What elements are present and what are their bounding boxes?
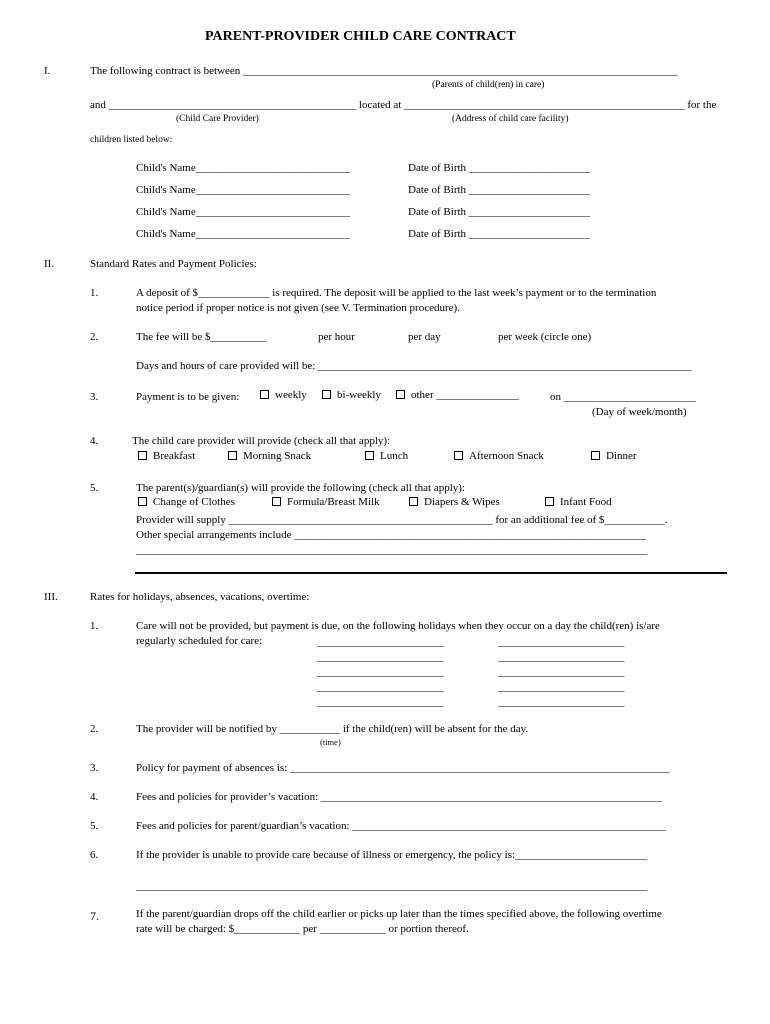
date-of-birth-field[interactable]: Date of Birth ______________________ [408, 184, 590, 196]
section-number: II. [44, 258, 55, 270]
holiday-field[interactable]: _______________________ [498, 696, 625, 708]
item-number: 2. [90, 331, 99, 343]
section-number: I. [44, 65, 51, 77]
days-hours-field[interactable]: Days and hours of care provided will be: ____________________________________________________________________ [136, 360, 693, 372]
emergency-policy-blank[interactable]: _____________________________________________________________________________________________ [136, 880, 648, 892]
holiday-field[interactable]: _______________________ [317, 681, 444, 693]
checkbox-icon[interactable] [365, 451, 374, 460]
parent-provides-label: The parent(s)/guardian(s) will provide the following (check all that apply): [136, 482, 465, 494]
holidays-text-continued: regularly scheduled for care: [136, 635, 263, 647]
provider-caption: (Child Care Provider) [176, 114, 259, 124]
holiday-field[interactable]: _______________________ [498, 636, 625, 648]
day-caption: (Day of week/month) [592, 406, 687, 418]
absence-notice-field[interactable]: The provider will be notified by ___________ if the child(ren) will be absent for the day. [136, 723, 529, 735]
diapers-option[interactable]: Diapers & Wipes [409, 497, 500, 508]
per-hour-option[interactable]: per hour [318, 331, 355, 343]
checkbox-icon[interactable] [409, 497, 418, 506]
checkbox-icon[interactable] [322, 390, 331, 399]
date-of-birth-field[interactable]: Date of Birth ______________________ [408, 228, 590, 240]
provider-vacation-field[interactable]: Fees and policies for provider’s vacation: ______________________________________________________________ [136, 791, 662, 803]
item-number: 3. [90, 762, 99, 774]
afternoon-snack-option[interactable]: Afternoon Snack [454, 451, 544, 462]
formula-option[interactable]: Formula/Breast Milk [272, 497, 380, 508]
checkbox-icon[interactable] [260, 390, 269, 399]
biweekly-option[interactable]: bi-weekly [322, 390, 381, 401]
lunch-option[interactable]: Lunch [365, 451, 408, 462]
section-divider [135, 572, 727, 574]
item-number: 1. [90, 287, 99, 299]
deposit-line[interactable]: A deposit of $_____________ is required. The deposit will be applied to the last week’s payment or to the termination [136, 287, 657, 299]
holidays-text: Care will not be provided, but payment is due, on the following holidays when they occur on a day the child(ren) is/are [136, 620, 660, 632]
child-name-field[interactable]: Child's Name____________________________ [136, 162, 350, 174]
other-option[interactable]: other _______________ [396, 390, 519, 401]
provider-supply-field[interactable]: Provider will supply ________________________________________________ for an additional fee of $___________. [136, 514, 668, 526]
holiday-field[interactable]: _______________________ [498, 651, 625, 663]
checkbox-icon[interactable] [272, 497, 281, 506]
holiday-field[interactable]: _______________________ [317, 666, 444, 678]
absence-policy-field[interactable]: Policy for payment of absences is: _____________________________________________________________________ [136, 762, 670, 774]
contract-between-line[interactable]: The following contract is between _______________________________________________________________________________ [90, 65, 678, 77]
payment-label: Payment is to be given: [136, 391, 240, 403]
child-name-field[interactable]: Child's Name____________________________ [136, 228, 350, 240]
checkbox-icon[interactable] [228, 451, 237, 460]
infant-food-option[interactable]: Infant Food [545, 497, 612, 508]
holiday-field[interactable]: _______________________ [498, 666, 625, 678]
item-number: 5. [90, 482, 99, 494]
checkbox-icon[interactable] [396, 390, 405, 399]
emergency-policy-field[interactable]: If the provider is unable to provide care because of illness or emergency, the policy is:________________________ [136, 849, 648, 861]
deposit-line-continued: notice period if proper notice is not given (see V. Termination procedure). [136, 302, 460, 314]
special-arrangements-field[interactable]: Other special arrangements include ________________________________________________________________ [136, 529, 647, 541]
child-name-field[interactable]: Child's Name____________________________ [136, 206, 350, 218]
payment-day-field[interactable]: on ________________________ [550, 391, 696, 403]
fee-field[interactable]: The fee will be $__________ [136, 331, 266, 343]
parent-vacation-field[interactable]: Fees and policies for parent/guardian’s vacation: _________________________________________________________ [136, 820, 666, 832]
checkbox-icon[interactable] [591, 451, 600, 460]
child-name-field[interactable]: Child's Name____________________________ [136, 184, 350, 196]
address-caption: (Address of child care facility) [452, 114, 569, 124]
morning-snack-option[interactable]: Morning Snack [228, 451, 311, 462]
holiday-field[interactable]: _______________________ [317, 636, 444, 648]
holiday-field[interactable]: _______________________ [317, 651, 444, 663]
item-number: 6. [90, 849, 99, 861]
children-listed-label: children listed below: [90, 135, 173, 145]
section-heading: Rates for holidays, absences, vacations, overtime: [90, 591, 310, 603]
overtime-rate-field[interactable]: rate will be charged: $____________ per ____________ or portion thereof. [136, 923, 469, 935]
special-arrangements-blank[interactable]: _____________________________________________________________________________________________ [136, 544, 648, 556]
date-of-birth-field[interactable]: Date of Birth ______________________ [408, 206, 590, 218]
item-number: 1. [90, 620, 99, 632]
time-caption: (time) [320, 737, 341, 747]
date-of-birth-field[interactable]: Date of Birth ______________________ [408, 162, 590, 174]
page-title: PARENT-PROVIDER CHILD CARE CONTRACT [205, 29, 516, 44]
breakfast-option[interactable]: Breakfast [138, 451, 195, 462]
per-week-option[interactable]: per week (circle one) [498, 331, 592, 343]
section-heading: Standard Rates and Payment Policies: [90, 258, 257, 270]
holiday-field[interactable]: _______________________ [498, 681, 625, 693]
item-number: 4. [90, 435, 99, 447]
dinner-option[interactable]: Dinner [591, 451, 637, 462]
checkbox-icon[interactable] [545, 497, 554, 506]
holiday-field[interactable]: _______________________ [317, 696, 444, 708]
item-number: 2. [90, 723, 99, 735]
section-number: III. [44, 591, 58, 603]
weekly-option[interactable]: weekly [260, 390, 307, 401]
provider-address-line[interactable]: and _____________________________________________ located at ___________________________________________________ for the [90, 99, 717, 111]
per-day-option[interactable]: per day [408, 331, 441, 343]
item-number: 3. [90, 391, 99, 403]
checkbox-icon[interactable] [138, 451, 147, 460]
overtime-text: If the parent/guardian drops off the child earlier or picks up later than the times specified above, the following overtime [136, 908, 662, 920]
item-number: 4. [90, 791, 99, 803]
checkbox-icon[interactable] [454, 451, 463, 460]
parents-caption: (Parents of child(ren) in care) [432, 80, 545, 90]
provider-provides-label: The child care provider will provide (check all that apply): [132, 435, 391, 447]
checkbox-icon[interactable] [138, 497, 147, 506]
change-of-clothes-option[interactable]: Change of Clothes [138, 497, 235, 508]
item-number: 7. [90, 909, 99, 923]
item-number: 5. [90, 820, 99, 832]
